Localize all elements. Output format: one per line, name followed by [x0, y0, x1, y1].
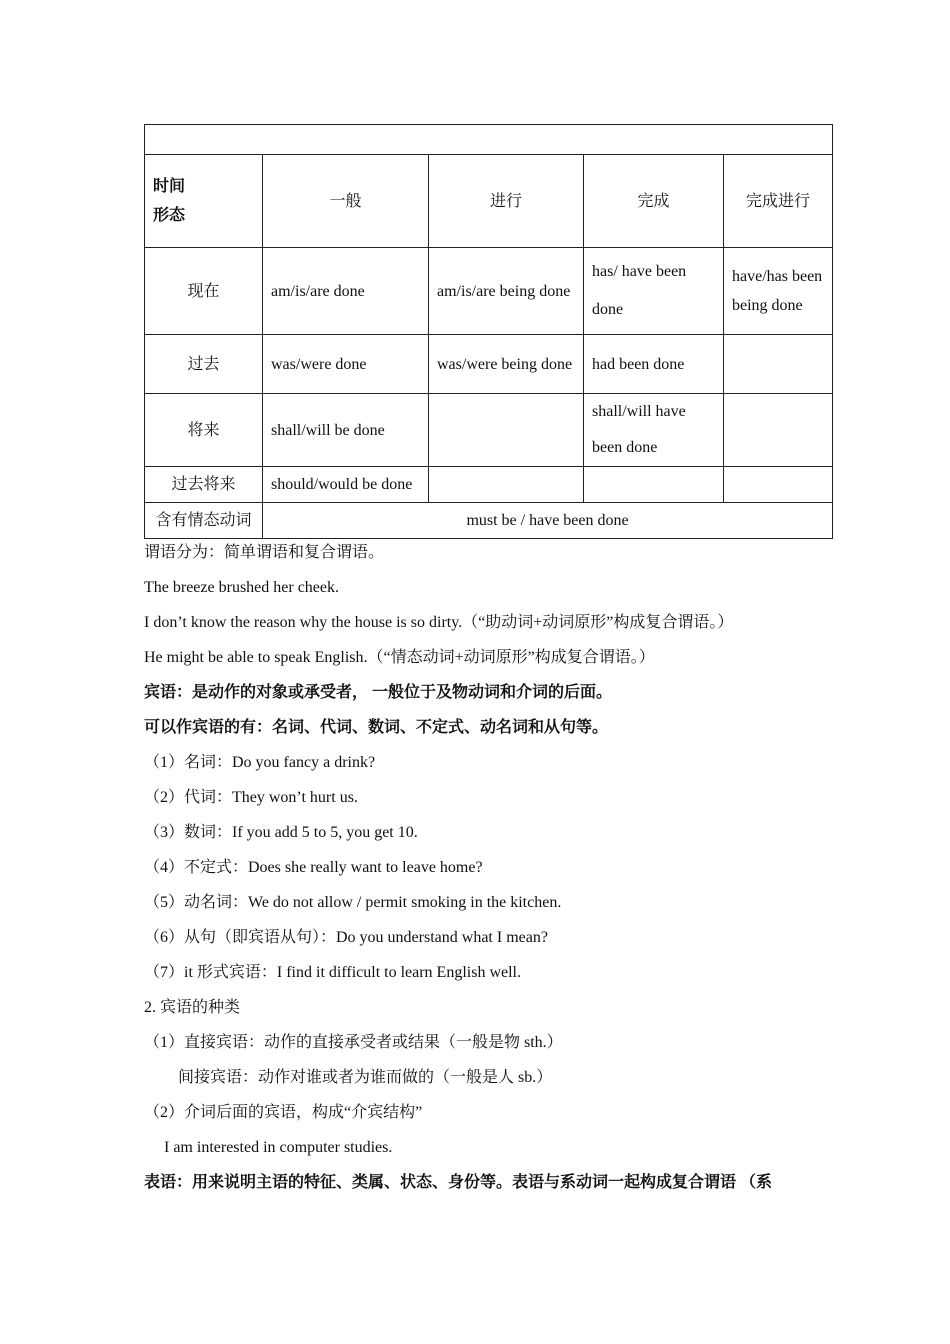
- tense-table: [144, 124, 833, 539]
- table-cell: am/is/are done: [263, 248, 429, 335]
- table-cell: [429, 394, 584, 467]
- row-label: 过去: [145, 335, 263, 394]
- list-item: （1）名词：Do you fancy a drink?: [144, 754, 376, 771]
- table-cell: [724, 394, 833, 467]
- table-row: [145, 467, 833, 503]
- row-label: 含有情态动词: [145, 503, 263, 539]
- paragraph-line: 谓语分为：简单谓语和复合谓语。: [144, 544, 385, 561]
- table-header-row: [145, 155, 833, 248]
- table-row: [145, 335, 833, 394]
- col-header: 进行: [429, 155, 584, 248]
- list-item: （3）数词：If you add 5 to 5, you get 10.: [144, 824, 418, 841]
- table-blank-row: [145, 125, 833, 155]
- section-title: 2. 宾语的种类: [144, 999, 241, 1016]
- corner-line1: 时间: [153, 178, 186, 195]
- table-row: [145, 248, 833, 335]
- table-cell: shall/will be done: [263, 394, 429, 467]
- example-line: I am interested in computer studies.: [164, 1139, 393, 1156]
- document-page: [144, 124, 832, 539]
- list-item: （6）从句（即宾语从句）：Do you understand what I mean?: [144, 929, 548, 946]
- table-row: [145, 394, 833, 467]
- col-header: 完成进行: [724, 155, 833, 248]
- list-item: （7）it 形式宾语：I find it difficult to learn English well.: [144, 964, 521, 981]
- table-cell: am/is/are being done: [429, 248, 584, 335]
- heading-line: 表语：用来说明主语的特征、类属、状态、身份等。表语与系动词一起构成复合谓语 （系: [144, 1174, 773, 1191]
- corner-cell: [145, 155, 263, 248]
- list-item: （2）介词后面的宾语，构成“介宾结构”: [144, 1104, 423, 1121]
- table-row-modal: [145, 503, 833, 539]
- table-cell: had been done: [584, 335, 724, 394]
- row-label: 将来: [145, 394, 263, 467]
- paragraph-line: I don’t know the reason why the house is so dirty.（“助动词+动词原形”构成复合谓语。）: [144, 614, 734, 631]
- table-cell: [584, 467, 724, 503]
- table-blank-cell: [145, 125, 833, 155]
- table-cell: [724, 467, 833, 503]
- table-cell: shall/will have been done: [584, 394, 724, 467]
- col-header: 一般: [263, 155, 429, 248]
- table-cell: have/has been being done: [724, 248, 833, 335]
- table-cell: was/were done: [263, 335, 429, 394]
- table-cell: was/were being done: [429, 335, 584, 394]
- list-item: 间接宾语：动作对谁或者为谁而做的（一般是人 sb.）: [178, 1069, 553, 1086]
- paragraph-line: He might be able to speak English.（“情态动词+动词原形”构成复合谓语。）: [144, 649, 655, 666]
- paragraph-line: The breeze brushed her cheek.: [144, 579, 339, 596]
- modal-cell: must be / have been done: [263, 503, 833, 539]
- table-cell: [429, 467, 584, 503]
- row-label: 过去将来: [145, 467, 263, 503]
- col-header: 完成: [584, 155, 724, 248]
- table-cell: has/ have been done: [584, 248, 724, 335]
- table-cell: [724, 335, 833, 394]
- list-item: （2）代词：They won’t hurt us.: [144, 789, 358, 806]
- table-cell: should/would be done: [263, 467, 429, 503]
- heading-line: 宾语：是动作的对象或承受者， 一般位于及物动词和介词的后面。: [144, 684, 613, 701]
- list-item: （5）动名词：We do not allow / permit smoking in the kitchen.: [144, 894, 562, 911]
- list-item: （1）直接宾语：动作的直接承受者或结果（一般是物 sth.）: [144, 1034, 563, 1051]
- row-label: 现在: [145, 248, 263, 335]
- heading-line: 可以作宾语的有：名词、代词、数词、不定式、动名词和从句等。: [144, 719, 609, 736]
- corner-line2: 形态: [153, 207, 186, 224]
- list-item: （4）不定式：Does she really want to leave home?: [144, 859, 483, 876]
